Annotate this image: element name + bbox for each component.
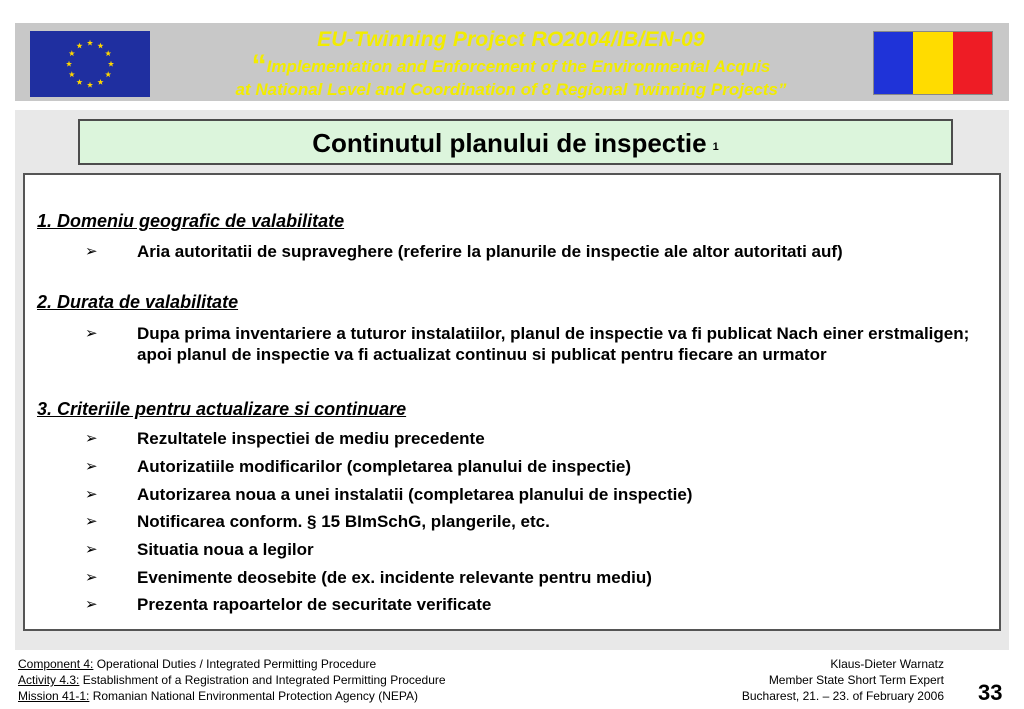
content-box: [23, 173, 1001, 631]
footer-date: Bucharest, 21. – 23. of February 2006: [741, 689, 944, 703]
arrow-bullet-icon: ➢: [85, 596, 98, 613]
project-header: [155, 29, 867, 98]
section-heading-1: 1. Domeniu geografic de valabilitate: [37, 211, 345, 231]
bullet-item: ➢ Evenimente deosebite (de ex. incidente relevante pentru mediu): [85, 568, 652, 587]
arrow-bullet-icon: ➢: [85, 325, 98, 342]
eu-star-icon: [105, 50, 111, 56]
bullet-item: ➢ Situatia noua a legilor: [85, 540, 314, 559]
footer-right: [742, 656, 944, 704]
eu-star-icon: [97, 43, 103, 49]
slide-title-subscript: 1: [712, 141, 719, 153]
arrow-bullet-icon: ➢: [85, 430, 98, 447]
eu-star-icon: [87, 40, 93, 46]
section-heading-3: 3. Criteriile pentru actualizare si continuare: [37, 399, 407, 419]
footer-author: Klaus-Dieter Warnatz: [830, 657, 944, 671]
ro-flag-red: [953, 32, 992, 94]
project-name-line1: “Implementation and Enforcement of the Environmental Acquis: [251, 49, 771, 82]
footer-mission-line: Mission 41-1: Romanian National Environmental Protection Agency (NEPA): [18, 689, 418, 703]
footer-role: Member State Short Term Expert: [768, 673, 944, 687]
eu-star-icon: [108, 61, 114, 67]
ro-flag-blue: [874, 32, 913, 94]
bullet-item: ➢ Prezenta rapoartelor de securitate verificate: [85, 595, 492, 614]
ro-flag-yellow: [913, 32, 952, 94]
bullet-item: ➢ Dupa prima inventariere a tuturor instalatiilor, planul de inspectie va fi publicat Nach einer erstmaligen; apoi planul de inspectie va fi actualizat continuu si publicat pentru fiecare an urmator: [85, 324, 970, 364]
slide-title: [78, 119, 953, 165]
arrow-bullet-icon: ➢: [85, 569, 98, 586]
slide-title-text: Continutul planului de inspectie: [312, 128, 707, 158]
arrow-bullet-icon: ➢: [85, 541, 98, 558]
bullet-item: ➢ Autorizatiile modificarilor (completarea planului de inspectie): [85, 457, 632, 476]
project-name-line2: at National Level and Coordination of 8 Regional Twinning Projects”: [235, 80, 787, 99]
footer-activity-line: Activity 4.3: Establishment of a Registration and Integrated Permitting Procedure: [18, 673, 446, 687]
eu-star-icon: [76, 43, 82, 49]
eu-star-icon: [69, 71, 75, 77]
eu-star-icon: [97, 79, 103, 85]
bullet-item: ➢ Autorizarea noua a unei instalatii (completarea planului de inspectie): [85, 485, 693, 504]
arrow-bullet-icon: ➢: [85, 513, 98, 530]
eu-star-icon: [87, 82, 93, 88]
project-code: EU-Twinning Project RO2004/IB/EN-09: [317, 28, 705, 51]
eu-star-icon: [66, 61, 72, 67]
arrow-bullet-icon: ➢: [85, 243, 98, 260]
footer-left: [18, 656, 446, 704]
arrow-bullet-icon: ➢: [85, 458, 98, 475]
section-heading-2: 2. Durata de valabilitate: [37, 292, 239, 312]
bullet-item: ➢ Notificarea conform. § 15 BImSchG, plangerile, etc.: [85, 512, 550, 531]
romania-flag: [873, 31, 993, 95]
arrow-bullet-icon: ➢: [85, 486, 98, 503]
eu-flag: [30, 31, 150, 97]
bullet-item: ➢ Aria autoritatii de supraveghere (referire la planurile de inspectie ale altor autoritati auf): [85, 242, 843, 261]
bullet-item: ➢ Rezultatele inspectiei de mediu precedente: [85, 429, 485, 448]
eu-star-icon: [105, 71, 111, 77]
footer-component-line: Component 4: Operational Duties / Integrated Permitting Procedure: [18, 657, 377, 671]
eu-star-icon: [69, 50, 75, 56]
page-number: 33: [978, 680, 1003, 705]
eu-star-icon: [76, 79, 82, 85]
